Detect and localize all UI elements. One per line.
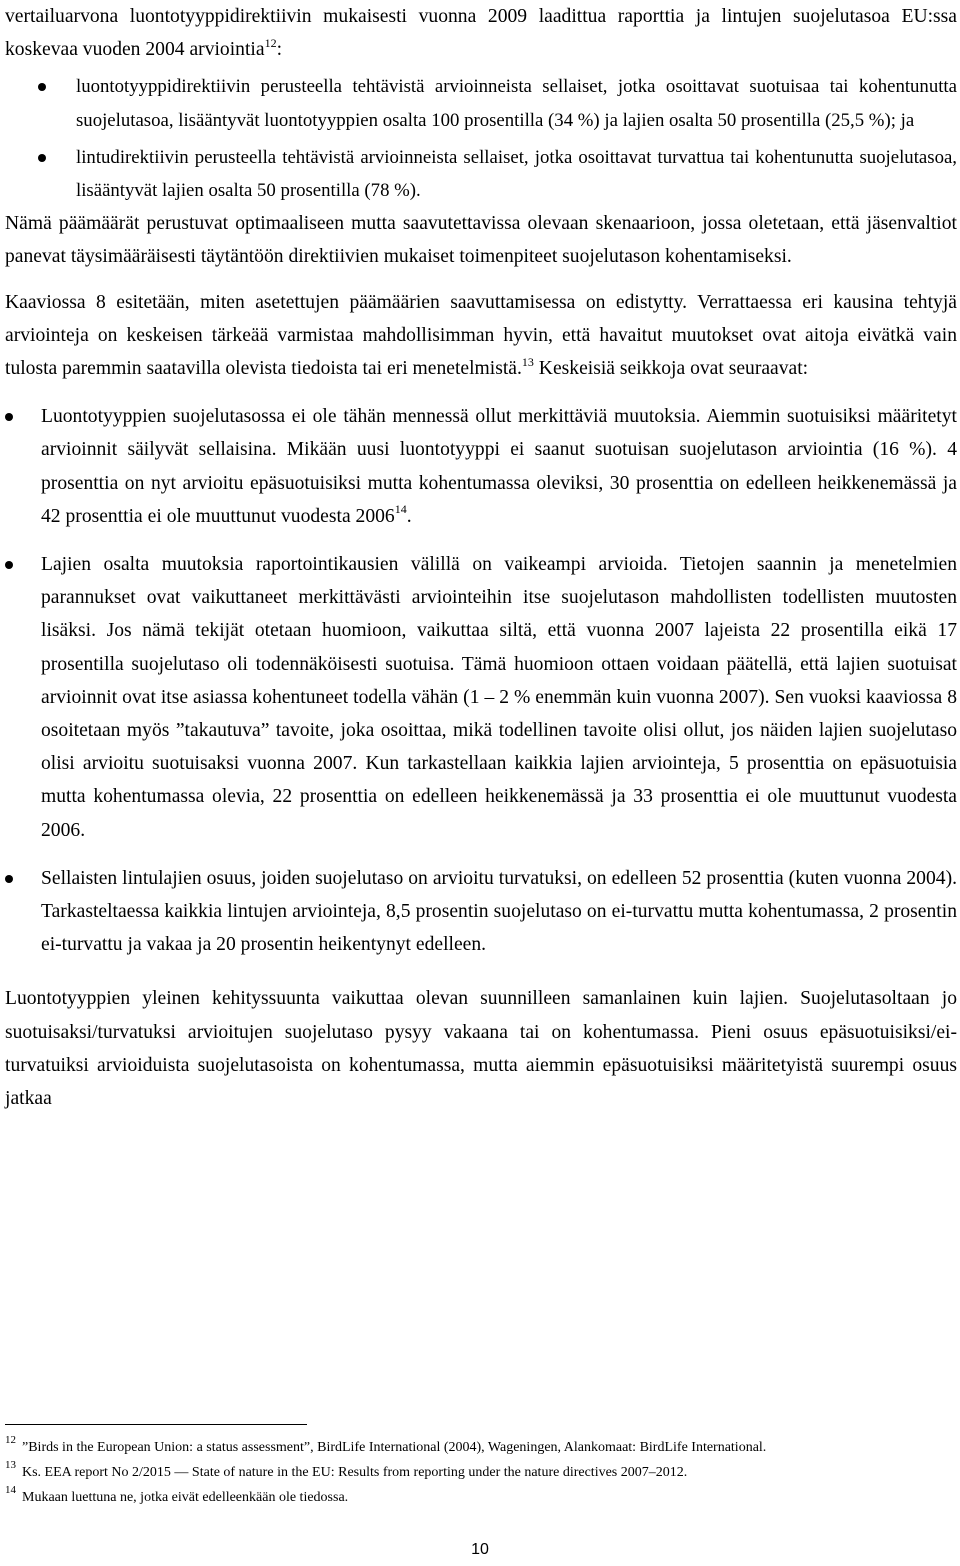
footnote-12 <box>5 1435 945 1460</box>
list-item-text: luontotyyppidirektiivin perusteella tehtävistä arvioinneista sellaiset, jotka osoittavat suotuisaa tai kohentunutta suojelutasoa, lisääntyvät luontotyyppien osalta 100 prosentilla (34 %) ja lajien osalta 50 prosentilla (25,5 %); ja <box>76 76 957 131</box>
bullet-icon <box>5 875 13 883</box>
footnote-ref-14: 14 <box>394 502 407 517</box>
footnotes <box>5 1424 945 1510</box>
list-item <box>5 862 957 962</box>
footnote-text: Ks. EEA report No 2/2015 — State of nature in the EU: Results from reporting under the nature directives 2007–2012. <box>22 1465 688 1480</box>
footnote-13 <box>5 1460 945 1485</box>
footnote-text: Mukaan luettuna ne, jotka eivät edelleenkään ole tiedossa. <box>22 1490 349 1505</box>
bullet-icon <box>5 413 13 421</box>
body-paragraph <box>5 286 957 386</box>
footnote-14 <box>5 1485 945 1510</box>
target-list <box>5 70 957 207</box>
list-item-text: . <box>406 505 412 527</box>
bullet-icon <box>38 154 46 162</box>
footnote-divider <box>5 1424 307 1425</box>
paragraph-text: Keskeisiä seikkoja ovat seuraavat: <box>533 358 809 380</box>
footnote-text: ”Birds in the European Union: a status assessment”, BirdLife International (2004), Wageningen, Alankomaat: BirdLife International. <box>22 1440 767 1455</box>
list-item-text: lintudirektiivin perusteella tehtävistä arvioinneista sellaiset, jotka osoittavat turvattua tai kohentunutta suojelutasoa, lisääntyvät lajien osalta 50 prosentilla (78 %). <box>76 146 957 202</box>
list-item <box>5 141 957 207</box>
list-item <box>5 70 957 136</box>
intro-paragraph <box>5 0 957 66</box>
list-item <box>5 548 957 847</box>
footnote-ref-13: 13 <box>521 354 534 369</box>
key-points-list <box>5 400 957 961</box>
bullet-icon <box>38 83 46 91</box>
document-page <box>5 0 957 1115</box>
body-paragraph: Nämä päämäärät perustuvat optimaaliseen mutta saavutettavissa olevaan skenaarioon, jossa oletetaan, että jäsenvaltiot panevat täysimääräisesti täytäntöön direktiivien mukaiset toimenpiteet suojelutason kohentamiseksi. <box>5 213 957 268</box>
list-item <box>5 400 957 533</box>
footnote-number: 12 <box>5 1434 16 1447</box>
paragraph-text: Kaaviossa 8 esitetään, miten asetettujen päämäärien saavuttamisessa on edistytty. Verrattaessa eri kausina tehtyjä arviointeja on keskeisen tärkeää varmistaa mahdollisimman hyvin, että havaitut muutokset ovat aitoja eivätkä vain tulosta paremmin saatavilla olevista tiedoista tai eri menetelmistä. <box>5 291 957 380</box>
list-item-text: Lajien osalta muutoksia raportointikausien välillä on vaikeampi arvioida. Tietojen saannin ja menetelmien parannukset ovat vaikuttaneet merkittävästi arviointeihin itse suojelutason mahdollisten todellisten muutosten lisäksi. Jos nämä tekijät otetaan huomioon, vaikuttaa siltä, että vuonna 2007 lajeista 22 prosentilla eikä 17 prosentilla suojelutaso oli todennäköisesti suotuisa. Tämä huomioon ottaen voidaan päätellä, että lajien suotuisat arvioinnit ovat itse asiassa kohentuneet todella vähän (1 – 2 % enemmän kuin vuonna 2007). Sen vuoksi kaaviossa 8 osoitetaan myös ”takautuva” tavoite, joka osoittaa, mikä todellinen tavoite olisi ollut, jos näiden lajien suojelutaso olisi arvioitu suotuisaksi vuonna 2007. Kun tarkastellaan kaikkia lajien arviointeja, 5 prosenttia on epäsuotuisia mutta kohentumassa olevia, 22 prosenttia on edelleen heikkenemässä ja 33 prosenttia ei ole muuttunut vuodesta 2006. <box>41 554 957 841</box>
footnote-number: 13 <box>5 1459 16 1472</box>
body-paragraph: Luontotyyppien yleinen kehityssuunta vaikuttaa olevan suunnilleen samanlainen kuin lajien. Suojelutasoltaan jo suotuisaksi/turvatuksi arvioitujen suojelutaso pysyy vakaana tai on kohentumassa. Pieni osuus epäsuotuisiksi/ei-turvatuiksi arvioiduista suojelutasoista on kohentumassa, mutta aiemmin epäsuotuisiksi määritetyistä suurempi osuus jatkaa <box>5 988 957 1110</box>
bullet-icon <box>5 561 13 569</box>
page-number: 10 <box>471 1541 489 1558</box>
list-item-text: Sellaisten lintulajien osuus, joiden suojelutaso on arvioitu turvatuksi, on edelleen 52 prosenttia (kuten vuonna 2004). Tarkasteltaessa kaikkia lintujen arviointeja, 8,5 prosentin suojelutaso on ei-turvattu mutta kohentumassa, 2 prosentin ei-turvattu ja vakaa ja 20 prosentin heikentynyt edelleen. <box>41 867 957 956</box>
list-item-text: Luontotyyppien suojelutasossa ei ole tähän mennessä ollut merkittäviä muutoksia. Aiemmin suotuisiksi määritetyt arvioinnit säilyvät sellaisina. Mikään uusi luontotyyppi ei saanut suotuisan suojelutason arviointia (16 %). 4 prosenttia on nyt arvioitu epäsuotuisiksi mutta kohentumassa oleviksi, 30 prosenttia on edelleen heikkenemässä ja 42 prosenttia ei ole muuttunut vuodesta 2006 <box>41 406 957 527</box>
intro-end: : <box>276 39 283 61</box>
footnote-number: 14 <box>5 1484 16 1497</box>
intro-text: vertailuarvona luontotyyppidirektiivin mukaisesti vuonna 2009 laadittua raporttia ja lintujen suojelutasoa EU:ssa koskevaa vuoden 2004 arviointia <box>5 6 957 61</box>
footnote-ref-12: 12 <box>264 35 277 50</box>
